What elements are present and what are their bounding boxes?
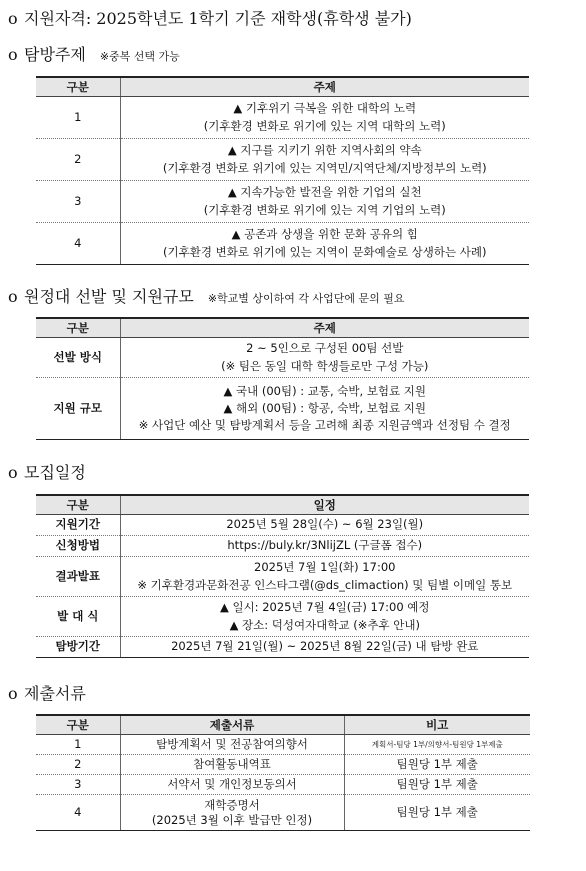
cell-line: (2025년 3월 이후 발급만 인정) xyxy=(151,812,313,827)
table-row xyxy=(36,181,529,223)
result-announcement xyxy=(120,557,529,597)
column-header: 주제 xyxy=(120,318,529,338)
cell-line: 재학증명서 xyxy=(204,798,260,813)
topics-title: 탐방주제 xyxy=(24,45,86,64)
topic-main: ▲ 공존과 상생을 위한 문화 공유의 힘 xyxy=(231,227,418,242)
column-header: 제출서류 xyxy=(120,715,344,735)
selection-title: 원정대 선발 및 지원규모 xyxy=(24,287,194,306)
schedule-heading xyxy=(8,460,86,483)
column-header: 구분 xyxy=(36,77,120,97)
topic-sub: (기후환경 변화로 위기에 있는 지역 대학의 노력) xyxy=(203,118,446,133)
table-row xyxy=(36,139,529,181)
table-row xyxy=(36,557,529,597)
document-remark: 계획서-팀당 1부/의향서-팀원당 1부제출 xyxy=(344,735,530,755)
cell-line: ▲ 일시: 2025년 7월 4일(금) 17:00 예정 xyxy=(219,600,430,615)
topic-main: ▲ 지속가능한 발전을 위한 기업의 실천 xyxy=(227,185,422,200)
table-row xyxy=(36,338,529,378)
topic-cell xyxy=(120,97,529,139)
table-row xyxy=(36,515,529,536)
row-label: 지원 규모 xyxy=(36,378,120,440)
bullet-marker: o xyxy=(8,463,18,482)
row-number: 4 xyxy=(36,795,120,831)
topic-cell xyxy=(120,181,529,223)
cell-line: (※ 팀은 동일 대학 학생들로만 구성 가능) xyxy=(221,358,429,373)
document-name: 서약서 및 개인정보동의서 xyxy=(120,775,344,795)
document-name: 참여활동내역표 xyxy=(120,755,344,775)
column-header: 구분 xyxy=(36,495,120,515)
eligibility-text: 지원자격: 2025학년도 1학기 기준 재학생(휴학생 불가) xyxy=(24,9,412,28)
topics-table xyxy=(36,76,529,265)
column-header: 주제 xyxy=(120,77,529,97)
topic-sub: (기후환경 변화로 위기에 있는 지역민/지역단체/지방정부의 노력) xyxy=(162,160,487,175)
topic-cell xyxy=(120,223,529,265)
table-row xyxy=(36,97,529,139)
document-remark: 팀원당 1부 제출 xyxy=(344,795,530,831)
bullet-marker: o xyxy=(8,45,18,64)
table-header-row xyxy=(36,715,530,735)
document-remark: 팀원당 1부 제출 xyxy=(344,775,530,795)
row-label: 지원기간 xyxy=(36,515,120,536)
table-header-row xyxy=(36,77,529,97)
cell-line: 2025년 7월 1일(화) 17:00 xyxy=(254,560,396,575)
table-header-row xyxy=(36,495,529,515)
application-period: 2025년 5월 28일(수) ~ 6월 23일(월) xyxy=(120,515,529,536)
bullet-marker: o xyxy=(8,287,18,306)
topics-note: ※중복 선택 가능 xyxy=(99,50,180,63)
table-row xyxy=(36,755,530,775)
table-row xyxy=(36,378,529,440)
column-header: 구분 xyxy=(36,318,120,338)
topic-main: ▲ 기후위기 극복을 위한 대학의 노력 xyxy=(233,101,417,116)
row-label: 결과발표 xyxy=(36,557,120,597)
cell-line: ▲ 국내 (00팀) : 교통, 숙박, 보험료 지원 xyxy=(223,383,427,398)
row-number: 1 xyxy=(36,735,120,755)
row-number: 3 xyxy=(36,775,120,795)
cell-line: ※ 사업단 예산 및 탐방계획서 등을 고려해 최종 지원금액과 선정팀 수 결정 xyxy=(138,418,511,433)
row-number: 4 xyxy=(36,223,120,265)
launch-ceremony xyxy=(120,597,529,637)
selection-table xyxy=(36,317,529,440)
topics-heading xyxy=(8,42,180,65)
documents-title: 제출서류 xyxy=(24,684,86,703)
table-header-row xyxy=(36,318,529,338)
column-header: 비고 xyxy=(344,715,530,735)
cell-line: ※ 기후환경과문화전공 인스타그램(@ds_climaction) 및 팀별 이메일 통보 xyxy=(137,577,513,592)
table-row xyxy=(36,735,530,755)
row-label: 선발 방식 xyxy=(36,338,120,378)
selection-heading xyxy=(8,284,405,307)
bullet-marker: o xyxy=(8,684,18,703)
table-row xyxy=(36,536,529,557)
row-number: 1 xyxy=(36,97,120,139)
schedule-table xyxy=(36,494,529,658)
row-number: 3 xyxy=(36,181,120,223)
table-row xyxy=(36,637,529,658)
table-row xyxy=(36,223,529,265)
document-remark: 팀원당 1부 제출 xyxy=(344,755,530,775)
column-header: 구분 xyxy=(36,715,120,735)
support-scale-cell xyxy=(120,378,529,440)
cell-line: ▲ 해외 (00팀) : 항공, 숙박, 보험료 지원 xyxy=(223,400,427,415)
schedule-title: 모집일정 xyxy=(24,463,86,482)
row-number: 2 xyxy=(36,755,120,775)
row-label: 신청방법 xyxy=(36,536,120,557)
cell-line: 2 ~ 5인으로 구성된 00팀 선발 xyxy=(246,341,404,356)
table-row xyxy=(36,597,529,637)
application-method: https://buly.kr/3NlijZL (구글폼 접수) xyxy=(120,536,529,557)
selection-note: ※학교별 상이하여 각 사업단에 문의 필요 xyxy=(207,292,405,305)
table-row xyxy=(36,795,530,831)
row-number: 2 xyxy=(36,139,120,181)
document-name xyxy=(120,795,344,831)
topic-sub: (기후환경 변화로 위기에 있는 지역 기업의 노력) xyxy=(203,202,446,217)
topic-cell xyxy=(120,139,529,181)
selection-method-cell xyxy=(120,338,529,378)
row-label: 발 대 식 xyxy=(36,597,120,637)
cell-line: ▲ 장소: 덕성여자대학교 (※추후 안내) xyxy=(229,617,420,632)
document-name: 탐방계획서 및 전공참여의향서 xyxy=(120,735,344,755)
topic-main: ▲ 지구를 지키기 위한 지역사회의 약속 xyxy=(227,143,422,158)
eligibility-heading xyxy=(8,6,412,29)
row-label: 탐방기간 xyxy=(36,637,120,658)
documents-table xyxy=(36,714,530,831)
documents-heading xyxy=(8,681,86,704)
trip-period: 2025년 7월 21일(월) ~ 2025년 8월 22일(금) 내 탐방 완료 xyxy=(120,637,529,658)
topic-sub: (기후환경 변화로 위기에 있는 지역이 문화예술로 상생하는 사례) xyxy=(163,244,487,259)
table-row xyxy=(36,775,530,795)
column-header: 일정 xyxy=(120,495,529,515)
bullet-marker: o xyxy=(8,9,18,28)
